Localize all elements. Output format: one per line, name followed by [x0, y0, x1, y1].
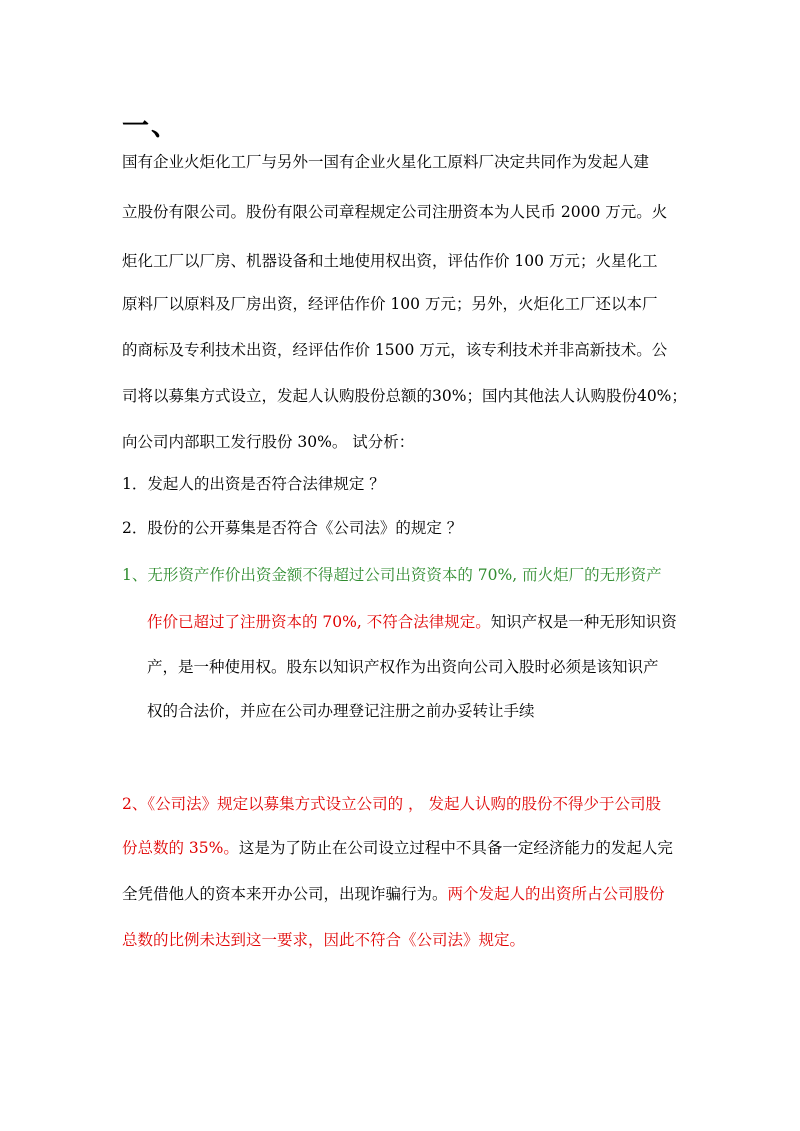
problem-line: 炬化工厂以厂房、机器设备和土地使用权出资，评估作价 100 万元；火星化工 [122, 252, 658, 270]
answer-1-explanation: 知识产权是一种无形知识资 [490, 613, 677, 631]
answer-2-rule: 份总数的 35%。 [122, 839, 239, 857]
answer-1-line [147, 612, 677, 632]
answer-2-line: 总数的比例未达到这一要求，因此不符合《公司法》规定。 [122, 931, 526, 949]
problem-line: 向公司内部职工发行股份 30%。 试分析： [122, 433, 415, 451]
answer-1-line: 1、无形资产作价出资金额不得超过公司出资资本的 70%, 而火炬厂的无形资产 [122, 566, 662, 584]
answer-2-line [122, 884, 665, 904]
answer-1-line: 产，是一种使用权。股东以知识产权作为出资向公司入股时必须是该知识产 [147, 658, 659, 676]
problem-line: 的商标及专利技术出资，经评估作价 1500 万元，该专利技术并非高新技术。公 [122, 341, 668, 359]
problem-line: 立股份有限公司。股份有限公司章程规定公司注册资本为人民币 2000 万元。火 [122, 203, 668, 221]
answer-1-conclusion: 作价已超过了注册资本的 70%, 不符合法律规定。 [147, 613, 491, 631]
answer-2-explanation: 这是为了防止在公司设立过程中不具备一定经济能力的发起人完 [238, 839, 673, 857]
question-1: 1．发起人的出资是否符合法律规定 ？ [122, 475, 385, 493]
question-2: 2．股份的公开募集是否符合《公司法》的规定 ？ [122, 519, 463, 537]
answer-2-conclusion: 两个发起人的出资所占公司股份 [447, 885, 665, 903]
answer-2-explanation: 全凭借他人的资本来开办公司，出现诈骗行为。 [122, 885, 448, 903]
answer-2-line: 2、《公司法》规定以募集方式设立公司的 ， 发起人认购的股份不得少于公司股 [122, 795, 661, 813]
section-heading: 一、 [122, 111, 180, 142]
answer-1-line: 权的合法价，并应在公司办理登记注册之前办妥转让手续 [147, 702, 535, 720]
answer-2-line [122, 838, 673, 858]
problem-line: 原料厂以原料及厂房出资，经评估作价 100 万元；另外，火炬化工厂还以本厂 [122, 295, 658, 313]
problem-line: 国有企业火炬化工厂与另外一国有企业火星化工原料厂决定共同作为发起人建 [122, 153, 650, 171]
problem-line: 司将以募集方式设立，发起人认购股份总额的30%；国内其他法人认购股份40%； [122, 387, 687, 405]
